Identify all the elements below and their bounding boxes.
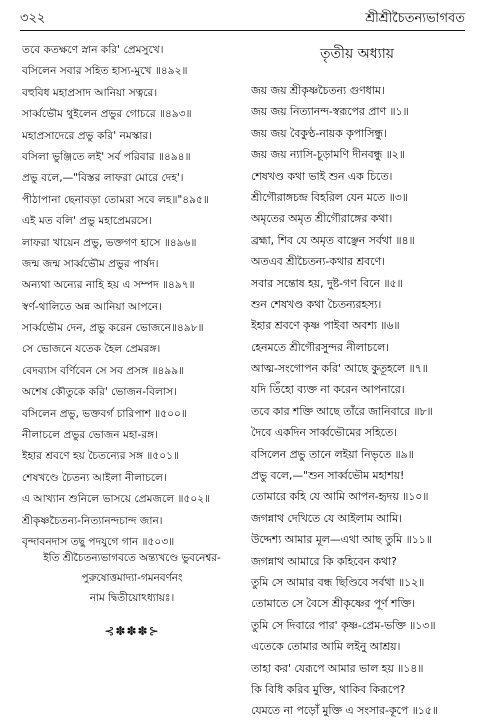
verse-line: তাহা কর' যেরূপে আমার ভাল হয় ॥১৪॥ — [251, 661, 424, 675]
verse-line: যদি তিঁহো ব্যক্ত না করেন আপনারে। — [251, 383, 405, 397]
verse-line: সে ভোজনে যতেক হৈল প্রেমরঙ্গ। — [22, 343, 161, 356]
right-column — [251, 40, 463, 722]
chapter-colophon — [22, 548, 242, 638]
verse-line: জগন্নাথ দেখিতে যে আইলাম আমি। — [251, 511, 402, 525]
colophon-line: পুরুষোত্তমাদ্যা-গমনবর্ণনং — [81, 572, 183, 584]
running-title: শ্রীশ্রীচৈতন্যভাগবত — [365, 10, 465, 26]
verse-line: তুমি সে দিবারে পার' কৃষ্ণ-প্রেম-ভক্তি ॥১৩॥ — [251, 618, 436, 632]
verse-line: এ আখ্যান শুনিলে ভাসয়ে প্রেমজলে ॥৫০২॥ — [22, 493, 211, 506]
verse-line: জন্ম জন্ম সার্ব্বভৌম প্রভুর পার্ষদ। — [22, 257, 159, 270]
verse-line: জগন্নাথ আমারে কি কহিবেন কথা? — [251, 554, 397, 568]
verse-line: মহাপ্রসাদেরে প্রভু করি' নমস্কার। — [22, 129, 153, 142]
verse-line: লাফরা খায়েন প্রভু, ভক্তগণ হাসে ॥৪৯৬॥ — [22, 236, 197, 249]
verse-line: প্রভু বলে,—"বিস্তর লাফরা মোরে দেহ'। — [22, 172, 184, 185]
page-header — [20, 8, 465, 31]
verse-line: বহুবিধ মহাপ্রসাদ আনিয়া সত্বরে। — [22, 86, 158, 99]
verse-line: ব্রহ্মা, শিব যে অমৃত বাঞ্ছেন সর্বথা ॥৪॥ — [251, 233, 415, 247]
verse-line: প্রভু বলে,—"শুন সার্ব্বভৌম মহাশয়! — [251, 469, 405, 483]
verse-line: জয় জয় বৈকুণ্ঠ-নায়ক কৃপাসিন্ধু। — [251, 126, 387, 140]
verse-line: ইহার শ্রবণে কৃষ্ণ পাইবা অবশ্য ॥৬॥ — [251, 319, 400, 333]
verse-line: বসিলেন সবার সহিত হাস্য-মুখে ॥৪৯২॥ — [22, 65, 188, 78]
verse-line: আত্ম-সংগোপন করি' আছে কুতূহলে ॥৭॥ — [251, 362, 428, 376]
verse-line: শুন শেষখণ্ড কথা চৈতন্যরহস্য। — [251, 297, 382, 311]
verse-line: শেষখণ্ড কথা ভাই শুন এক চিতে। — [251, 169, 393, 183]
verse-line: বৃন্দাবনদাস তছু পদযুগে গান ॥৫০৩॥ — [22, 535, 175, 548]
verse-line: সবার সন্তোষ হয়, দুষ্ট-গণ বিনে ॥৫॥ — [251, 276, 403, 290]
left-column — [22, 40, 242, 553]
verse-line: অতএব শ্রীচৈতন্য-কথার শ্রবণে। — [251, 255, 385, 269]
verse-line: জয় জয় নিত্যানন্দ-স্বরূপের প্রাণ ॥১॥ — [251, 105, 409, 119]
verse-line: তবে কতক্ষণে স্নান করি' প্রেমসুখে। — [22, 44, 164, 56]
verse-line: সার্ব্বভৌম থুইলেন প্রভুর গোচরে ॥৪৯৩॥ — [22, 108, 192, 121]
chapter-title: তৃতীয় অধ্যায় — [319, 46, 395, 62]
verse-line: বেদব্যাস বর্ণিবেন সে সব প্রসঙ্গ ॥৪৯৯॥ — [22, 364, 185, 377]
verse-line: দৈবে একদিন সার্ব্বভৌমের সহিতে। — [251, 426, 397, 440]
verse-line: সার্ব্বভৌম দেন, প্রভু করেন ভোজনে॥৪৯৮॥ — [22, 322, 204, 335]
verse-line: পীঠাপানা ছেনাবড়া তোমরা সবে লহ॥"৪৯৫॥ — [22, 193, 209, 206]
verse-line: উদ্দেশ্য আমার মূল—এথা আছ তুমি ॥১১॥ — [251, 533, 432, 547]
verse-line: স্বর্ণ-থালিতে অন্ন আনিয়া আপনে। — [22, 300, 163, 313]
verse-line: বসিলা ভুঞ্জিতে লই' সর্ব পরিবার ॥৪৯৪॥ — [22, 150, 191, 163]
verse-line: কি বিধি করিব মুক্তি, থাকিব কিরূপে? — [251, 682, 406, 696]
colophon-line: নাম দ্বিতীয়োঽধ্যায়ঃ। — [89, 592, 175, 604]
verse-line: অমৃতের অমৃত শ্রীগৌরাঙ্গের কথা। — [251, 212, 393, 226]
verse-line: শেষখণ্ডে চৈতন্য আইলা নীলাচলে। — [22, 471, 167, 484]
verse-line: জয় জয় ন্যাসি-চূড়ামণি দীনবন্ধু ॥২॥ — [251, 148, 405, 162]
ornament-glyphs: ⊰✽✽✽⊱ — [104, 624, 160, 638]
verse-line: অন্যথা অন্যের নাহি হয় এ সম্পদ ॥৪৯৭॥ — [22, 279, 195, 292]
page-number: ৩২২ — [20, 10, 46, 26]
verse-line: তোমারে কহি যে আমি আপন-হৃদয় ॥১০॥ — [251, 490, 429, 504]
verse-line: বসিলেন প্রভু, ভক্তবর্গ চারিপাশ ॥৫০০॥ — [22, 407, 187, 420]
verse-line: এই মত বলি' প্রভু মহাপ্রেমরসে। — [22, 215, 152, 228]
verse-line: তবে কার শক্তি আছে তাঁরে জানিবারে ॥৮॥ — [251, 404, 433, 418]
verse-line: হেনমতে শ্রীগৌরসুন্দর নীলাচলে। — [251, 340, 389, 354]
verse-line: শ্রীকৃষ্ণচৈতন্য-নিত্যানন্দচান্দ জান। — [22, 514, 163, 527]
verse-line: বসিলেন প্রভু তানে লইয়া নিভৃতে ॥৯॥ — [251, 447, 414, 461]
verse-line: নীলাচলে প্রভুর ভোজন মহা-রঙ্গ। — [22, 429, 158, 442]
verse-line: জয় জয় শ্রীকৃষ্ণচৈতন্য গুণধাম। — [251, 84, 385, 97]
verse-line: অশেষ কৌতুকে করি' ভোজন-বিলাস। — [22, 386, 177, 399]
colophon-line: ইতি শ্রীচৈতন্যভাগবতে অন্ত্যখণ্ডে ভুবনেশ্বর- — [43, 552, 221, 564]
verse-line: তোমাতে সে বৈসে শ্রীকৃষ্ণের পূর্ণ শক্তি। — [251, 597, 415, 611]
verse-line: তুমি সে আমার বন্ধ ছিণ্ডিবে সর্বথা ॥১২॥ — [251, 575, 425, 589]
ornament-divider — [22, 624, 242, 638]
verse-line: শ্রীগৌরাঙ্গচন্দ্র বিহরিল যেন মতে ॥৩॥ — [251, 190, 408, 204]
verse-line: এতেকে তোমার আমি লইনু আশ্রয়। — [251, 640, 401, 654]
verse-line: যেমতে না পড়োঁ মুক্তি এ সংসার-কূপে ॥১৫॥ — [251, 704, 438, 718]
verse-line: ইহার শ্রবণে হয় চৈতন্যের সঙ্গ ॥৫০১॥ — [22, 450, 179, 463]
